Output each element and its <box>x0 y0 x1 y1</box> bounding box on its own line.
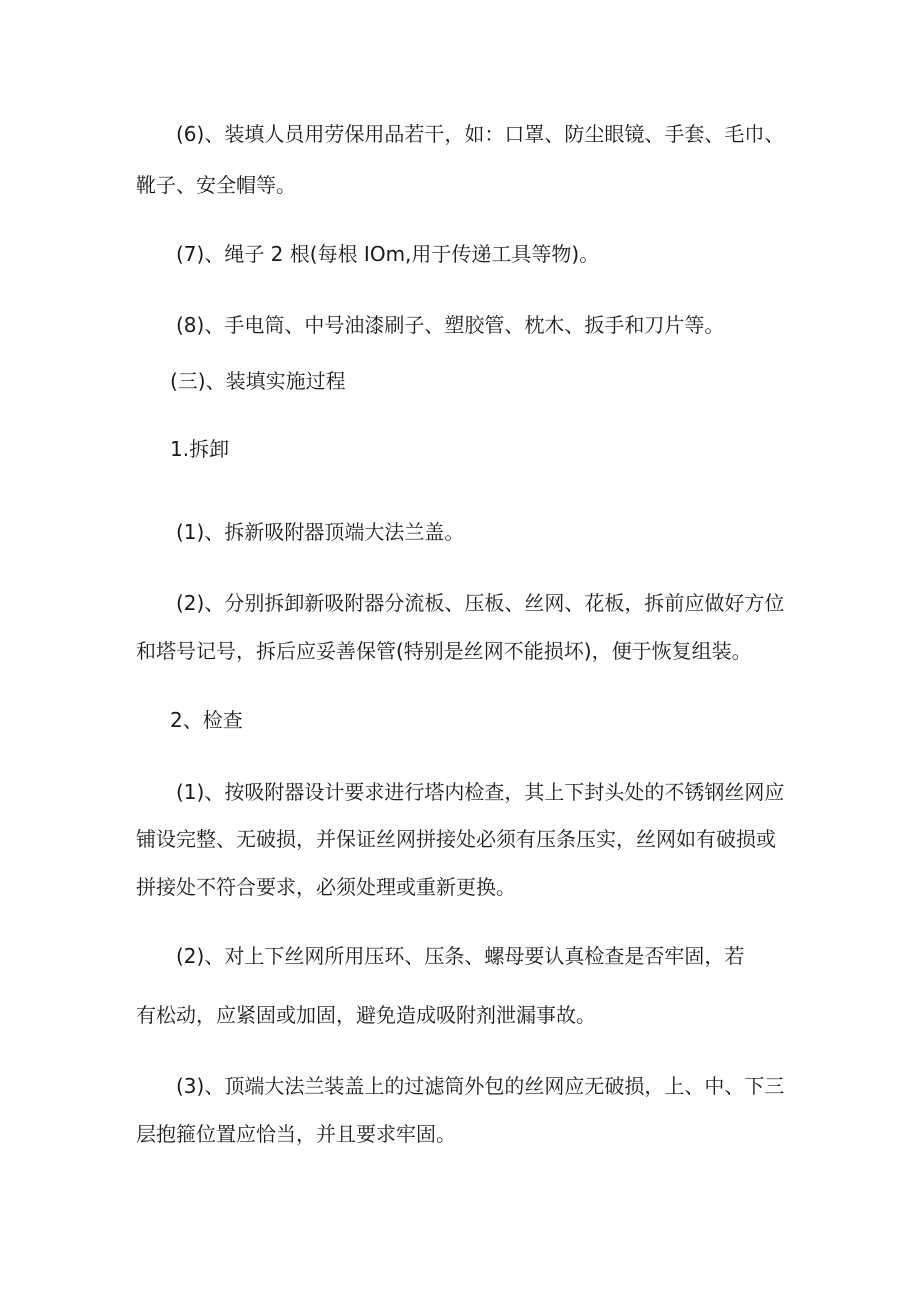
inspection-item-2-line-1: (2)、对上下丝网所用压环、压条、螺母要认真检查是否牢固，若 <box>176 944 745 968</box>
inspection-item-3-line-2: 层抱箍位置应恰当，并且要求牢固。 <box>136 1122 456 1146</box>
item-6-line-1: (6)、装填人员用劳保用品若干，如：口罩、防尘眼镜、手套、毛巾、 <box>176 122 785 146</box>
disassembly-item-2-line-2: 和塔号记号，拆后应妥善保管(特别是丝网不能损坏)，便于恢复组装。 <box>136 639 752 663</box>
section-heading: (三)、装填实施过程 <box>170 369 346 393</box>
subheading-inspection: 2、检查 <box>170 708 243 732</box>
item-8-line: (8)、手电筒、中号油漆刷子、塑胶管、枕木、扳手和刀片等。 <box>176 313 725 337</box>
subheading-disassembly: 1.拆卸 <box>170 437 230 461</box>
inspection-item-1-line-2: 铺设完整、无破损，并保证丝网拼接处必须有压条压实，丝网如有破损或 <box>136 827 776 851</box>
disassembly-item-2-line-1: (2)、分别拆卸新吸附器分流板、压板、丝网、花板，拆前应做好方位 <box>176 591 785 615</box>
inspection-item-1-line-3: 拼接处不符合要求，必须处理或重新更换。 <box>136 875 516 899</box>
item-6-line-2: 靴子、安全帽等。 <box>136 173 296 197</box>
item-7-line: (7)、绳子 2 根(每根 IOm,用于传递工具等物)。 <box>176 242 600 266</box>
inspection-item-3-line-1: (3)、顶端大法兰装盖上的过滤筒外包的丝网应无破损，上、中、下三 <box>176 1074 785 1098</box>
inspection-item-2-line-2: 有松动，应紧固或加固，避免造成吸附剂泄漏事故。 <box>136 1003 596 1027</box>
disassembly-item-1: (1)、拆新吸附器顶端大法兰盖。 <box>176 520 465 544</box>
inspection-item-1-line-1: (1)、按吸附器设计要求进行塔内检查，其上下封头处的不锈钢丝网应 <box>176 780 785 804</box>
